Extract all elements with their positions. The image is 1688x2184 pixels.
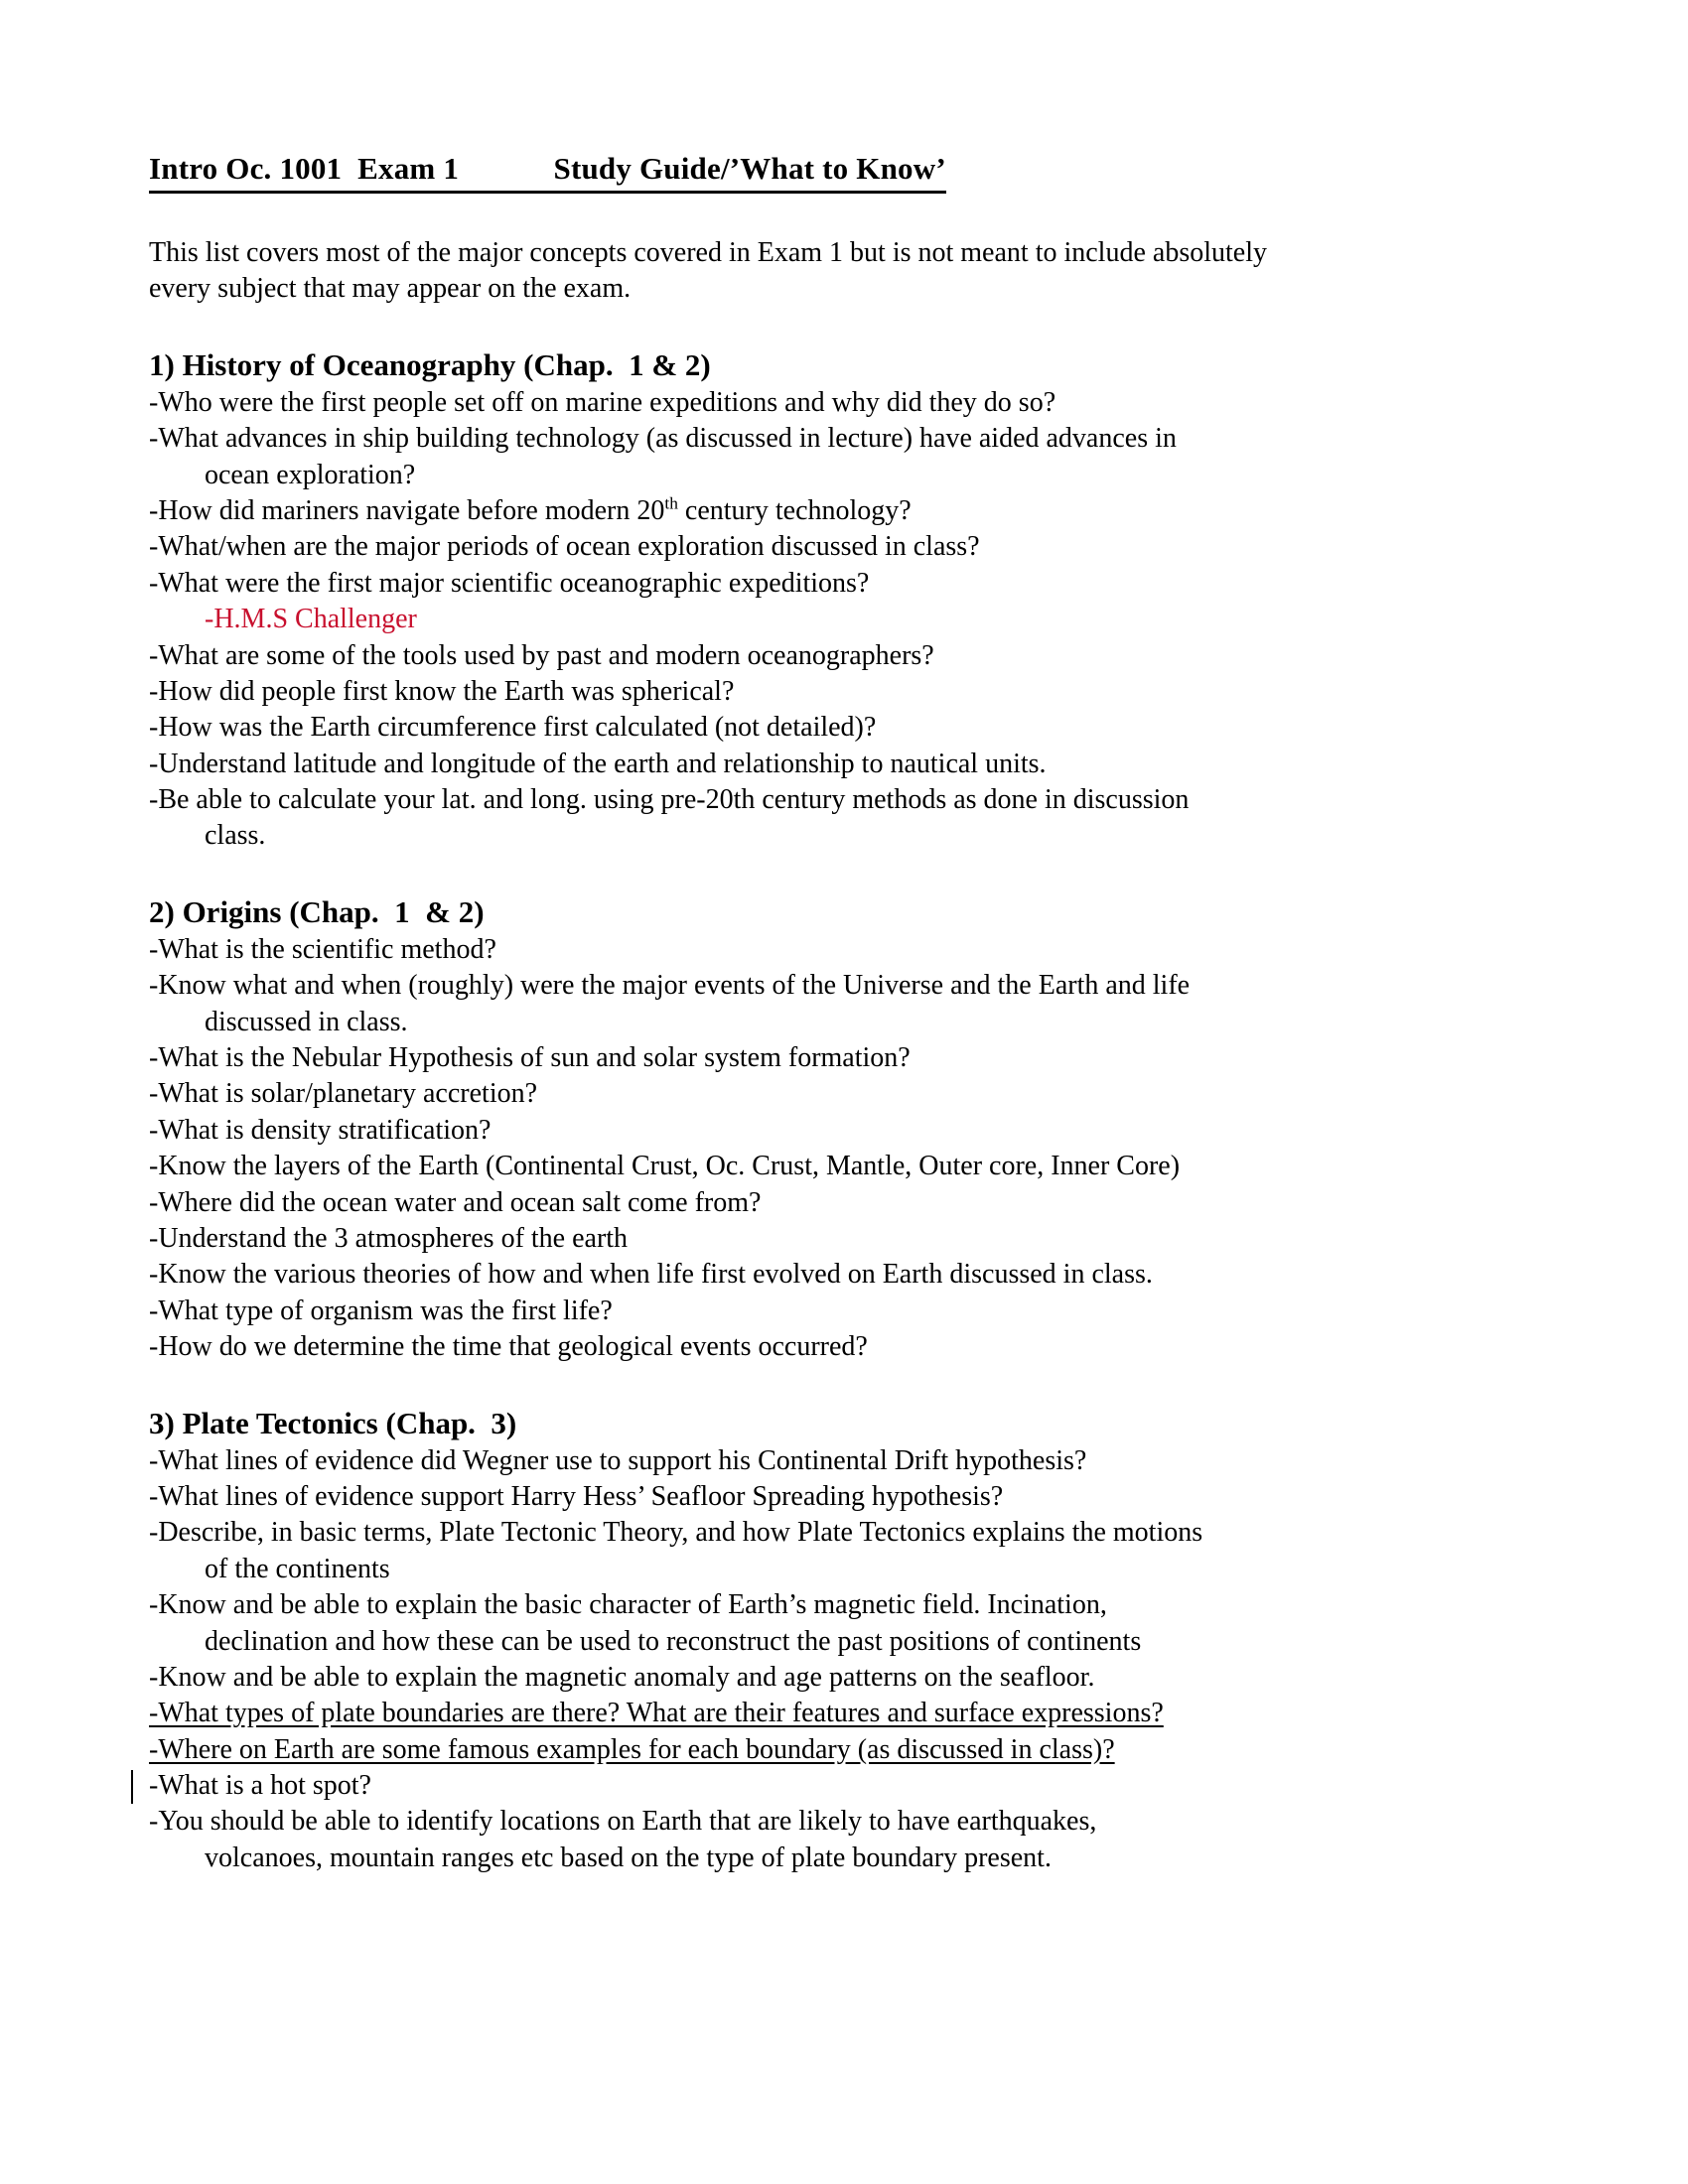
item-text: -What lines of evidence support Harry Hess’ Seafloor Spreading hypothesis?	[149, 1480, 1004, 1512]
study-guide-item	[149, 1257, 1400, 1293]
study-guide-item	[149, 1479, 1400, 1515]
item-text: -Who were the first people set off on marine expeditions and why did they do so?	[149, 386, 1056, 418]
item-text: -Where on Earth are some famous examples for each boundary (as discussed in class)?	[149, 1733, 1115, 1765]
item-text: -How did mariners navigate before modern 20th century technology?	[149, 493, 912, 526]
item-text: -Know and be able to explain the magnetic anomaly and age patterns on the seafloor.	[149, 1661, 1095, 1693]
item-continuation: ocean exploration?	[205, 459, 416, 490]
study-guide-item	[149, 1294, 1400, 1329]
item-text: -You should be able to identify locations on Earth that are likely to have earthquakes,	[149, 1806, 1097, 1838]
item-text: -Know the various theories of how and when life first evolved on Earth discussed in class.	[149, 1259, 1153, 1291]
item-text: -How do we determine the time that geological events occurred?	[149, 1331, 868, 1363]
study-guide-item	[149, 602, 1400, 637]
study-guide-item	[149, 1185, 1400, 1221]
study-guide-item	[149, 1768, 1400, 1804]
item-text: -Understand latitude and longitude of the earth and relationship to nautical units.	[149, 748, 1047, 779]
section-heading: 1) History of Oceanography (Chap. 1 & 2)	[149, 346, 711, 382]
item-text: -What is the scientific method?	[149, 933, 496, 965]
section-heading: 3) Plate Tectonics (Chap. 3)	[149, 1405, 517, 1440]
section-heading: 2) Origins (Chap. 1 & 2)	[149, 893, 485, 929]
study-guide-item	[149, 968, 1400, 1040]
study-guide-item	[149, 1696, 1400, 1731]
item-continuation: of the continents	[205, 1553, 390, 1584]
study-guide-item	[149, 638, 1400, 674]
study-guide-item	[149, 1149, 1400, 1184]
item-text: -What is a hot spot?	[149, 1770, 371, 1802]
study-guide-item	[149, 1732, 1400, 1768]
item-continuation: class.	[205, 820, 266, 852]
study-guide-item	[149, 1221, 1400, 1257]
item-text: -What are some of the tools used by past and modern oceanographers?	[149, 639, 934, 671]
item-text: -H.M.S Challenger	[205, 604, 417, 635]
study-guide-item	[149, 1515, 1400, 1587]
item-text: -Where did the ocean water and ocean salt come from?	[149, 1186, 762, 1218]
item-continuation: volcanoes, mountain ranges etc based on the type of plate boundary present.	[205, 1842, 1052, 1873]
document-body	[149, 151, 1400, 1876]
page-title: Intro Oc. 1001 Exam 1 Study Guide/’What to Know’	[149, 151, 946, 194]
item-text: -What is density stratification?	[149, 1114, 492, 1146]
item-text: -What type of organism was the first life?	[149, 1295, 613, 1326]
section	[149, 894, 1400, 1366]
item-text: -What advances in ship building technology (as discussed in lecture) have aided advances in	[149, 423, 1177, 455]
study-guide-item	[149, 674, 1400, 710]
ordinal-suffix: th	[664, 493, 678, 513]
study-guide-item	[149, 1443, 1400, 1479]
intro-paragraph: This list covers most of the major concepts covered in Exam 1 but is not meant to include absolutely every subject that may appear on the exam.	[149, 237, 1267, 305]
item-text: -Describe, in basic terms, Plate Tectonic Theory, and how Plate Tectonics explains the motions	[149, 1517, 1203, 1549]
item-text: -What is solar/planetary accretion?	[149, 1078, 538, 1110]
item-text: -What/when are the major periods of ocean exploration discussed in class?	[149, 531, 980, 563]
item-text: -What lines of evidence did Wegner use to support his Continental Drift hypothesis?	[149, 1444, 1087, 1476]
item-text: -What types of plate boundaries are there? What are their features and surface expressions?	[149, 1698, 1164, 1729]
study-guide-item	[149, 782, 1400, 855]
item-text: -Know and be able to explain the basic character of Earth’s magnetic field. Incination,	[149, 1589, 1107, 1621]
item-continuation: declination and how these can be used to reconstruct the past positions of continents	[205, 1625, 1142, 1657]
study-guide-item	[149, 1660, 1400, 1696]
study-guide-item	[149, 421, 1400, 493]
item-text: -How was the Earth circumference first calculated (not detailed)?	[149, 712, 877, 744]
study-guide-item	[149, 710, 1400, 746]
study-guide-item	[149, 1076, 1400, 1112]
study-guide-item	[149, 1587, 1400, 1660]
study-guide-item	[149, 385, 1400, 421]
item-text: -Understand the 3 atmospheres of the earth	[149, 1222, 629, 1254]
item-text: -Be able to calculate your lat. and long. using pre-20th century methods as done in discussion	[149, 784, 1190, 816]
study-guide-item	[149, 529, 1400, 565]
study-guide-item	[149, 1040, 1400, 1076]
study-guide-item	[149, 747, 1400, 782]
study-guide-item	[149, 932, 1400, 968]
item-text: -What were the first major scientific oceanographic expeditions?	[149, 567, 870, 599]
item-text: -Know what and when (roughly) were the major events of the Universe and the Earth and life	[149, 970, 1191, 1002]
study-guide-item	[149, 493, 1400, 529]
item-continuation: discussed in class.	[205, 1006, 408, 1037]
item-text: -What is the Nebular Hypothesis of sun and solar system formation?	[149, 1042, 911, 1074]
study-guide-item	[149, 1804, 1400, 1876]
section	[149, 1406, 1400, 1877]
sections-container	[149, 347, 1400, 1876]
section	[149, 347, 1400, 855]
study-guide-item	[149, 1329, 1400, 1365]
item-text: -Know the layers of the Earth (Continental Crust, Oc. Crust, Mantle, Outer core, Inner Core)	[149, 1151, 1181, 1182]
item-text: -How did people first know the Earth was spherical?	[149, 675, 735, 707]
study-guide-item	[149, 1113, 1400, 1149]
study-guide-item	[149, 566, 1400, 602]
